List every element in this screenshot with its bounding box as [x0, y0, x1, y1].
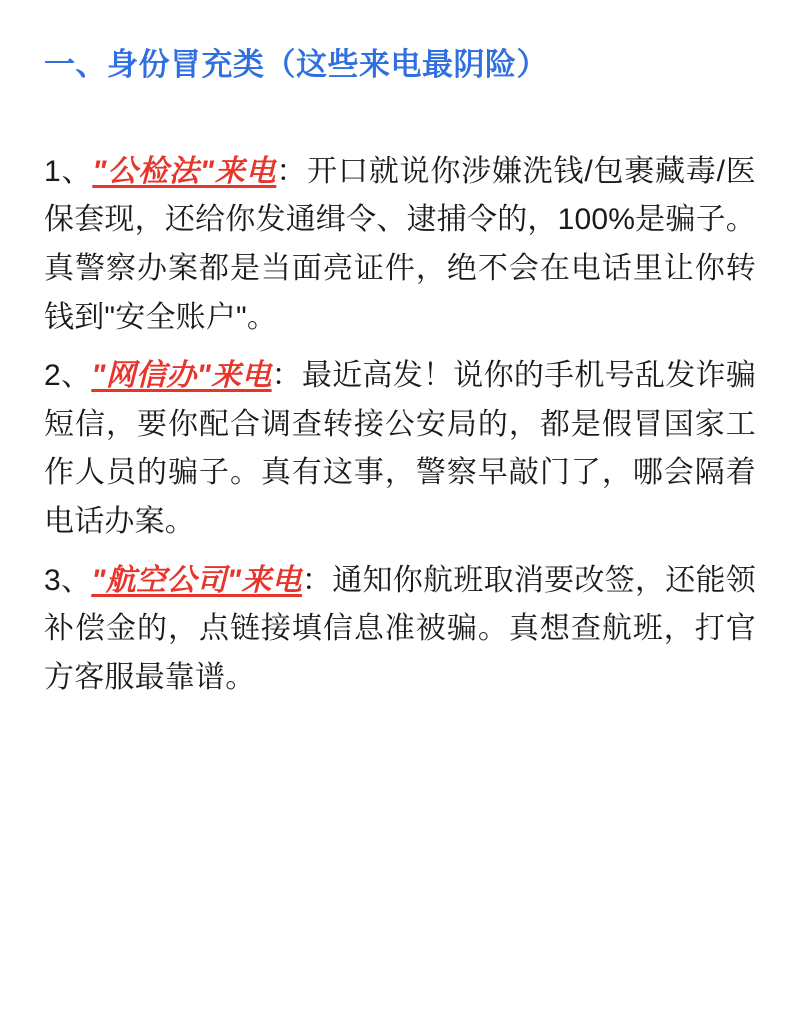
list-item	[44, 148, 756, 342]
list-item-highlight: "公检法"来电	[92, 154, 277, 188]
list-item-highlight: "网信办"来电	[91, 359, 272, 393]
list-item-text: ：开口就说你涉嫌洗钱/包裹藏毒/医保套现，还给你发通缉令、逮捕令的，100%是骗子。真警察办案都是当面亮证件，绝不会在电话里让你转钱到"安全账户"。	[44, 154, 756, 334]
list-item-highlight: "航空公司"来电	[91, 563, 302, 597]
list-item-number: 2、	[44, 359, 92, 393]
list-item-text: ：最近高发！说你的手机号乱发诈骗短信，要你配合调查转接公安局的，都是假冒国家工作人员的骗子。真有这事，警察早敲门了，哪会隔着电话办案。	[44, 359, 756, 538]
list-item-number: 1、	[44, 154, 93, 188]
list-item	[44, 352, 756, 546]
list-item-number: 3、	[44, 563, 92, 597]
section-heading: 一、身份冒充类（这些来电最阴险）	[44, 47, 548, 82]
list-item-text: ：通知你航班取消要改签，还能领补偿金的，点链接填信息准被骗。真想查航班，打官方客服最靠谱。	[44, 563, 756, 694]
list-item	[44, 557, 756, 703]
